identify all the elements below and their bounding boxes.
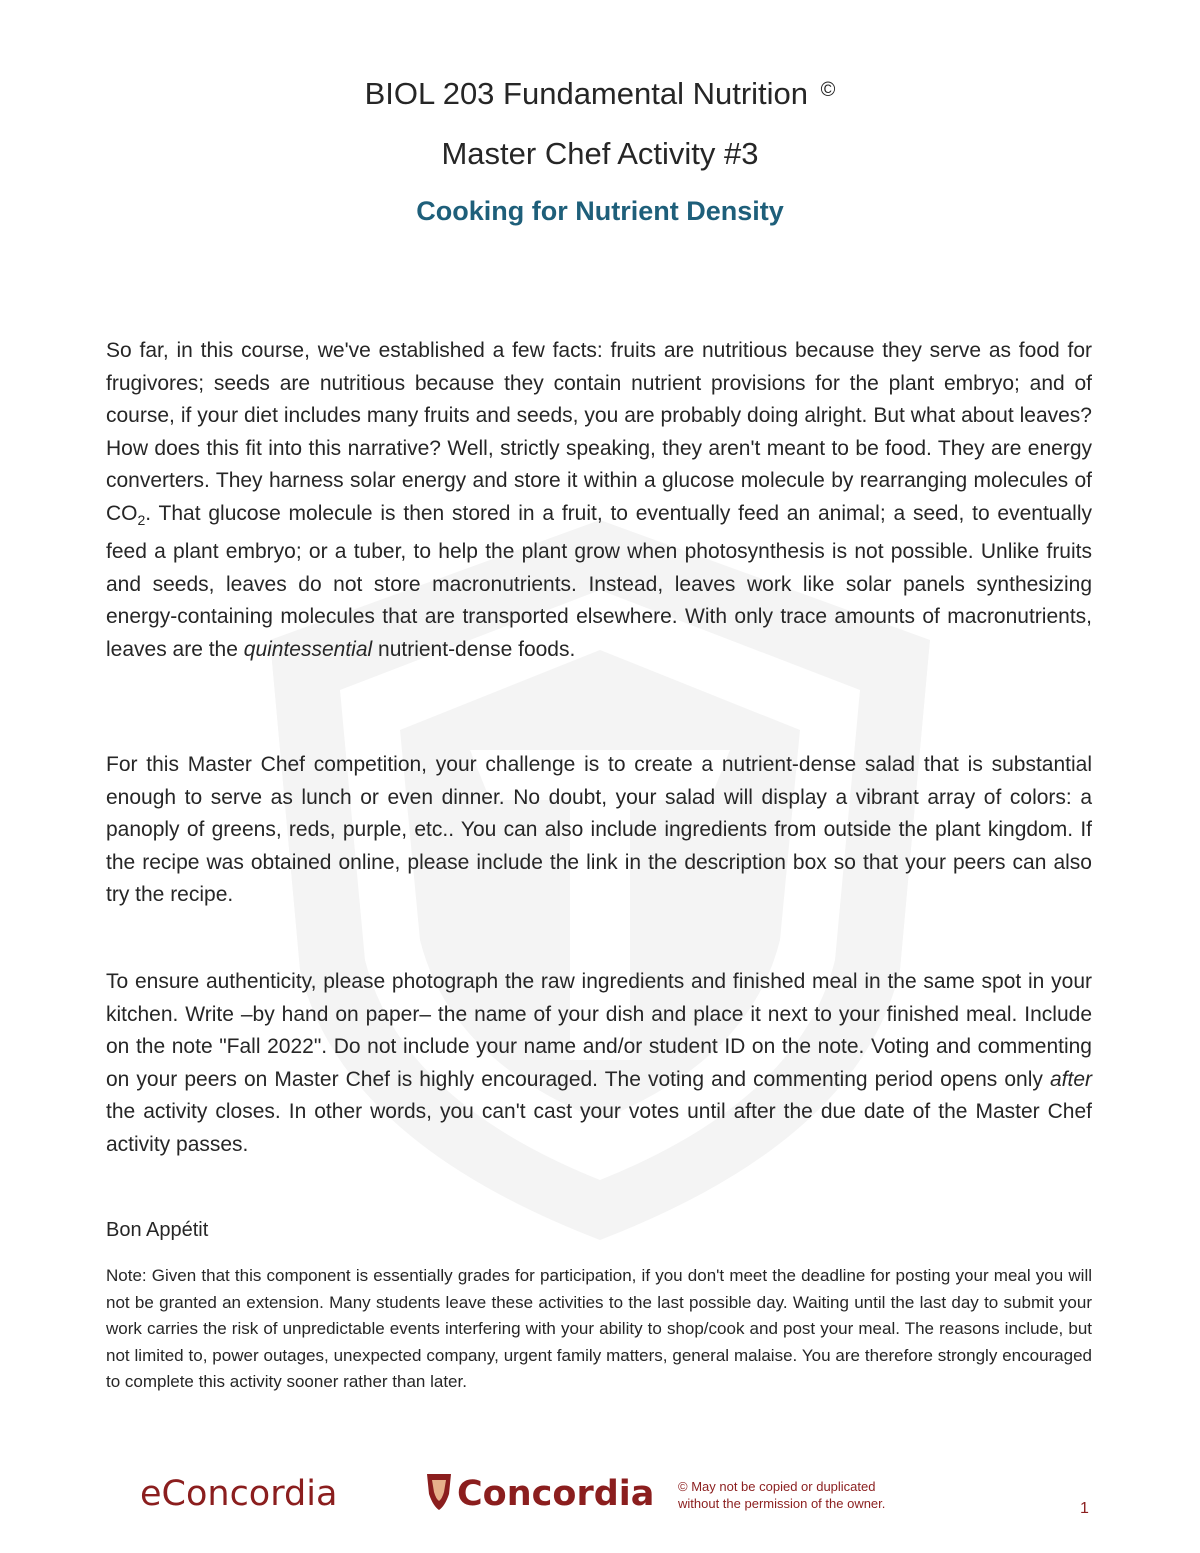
paragraph-intro — [106, 335, 1092, 666]
econcordia-logo-text: eConcordia — [140, 1474, 338, 1514]
page-number: 1 — [1080, 1500, 1089, 1517]
concordia-logo-text: Concordia — [457, 1474, 655, 1514]
copyright-notice — [678, 1478, 885, 1512]
copyright-line-1: © May not be copied or duplicated — [678, 1479, 876, 1494]
p3-italic: after — [1049, 1067, 1092, 1091]
p1-text-3: nutrient-dense foods. — [372, 637, 576, 661]
concordia-shield-icon — [425, 1472, 453, 1512]
course-title-text: BIOL 203 Fundamental Nutrition — [364, 76, 809, 111]
activity-title: Master Chef Activity #3 — [441, 136, 759, 171]
p1-italic: quintessential — [243, 637, 373, 661]
activity-subtitle: Cooking for Nutrient Density — [416, 196, 784, 226]
closing-text: Bon Appétit — [106, 1219, 209, 1241]
paragraph-challenge: For this Master Chef competition, your challenge is to create a nutrient-dense salad that is substantial enough to serve as lunch or even dinner. No doubt, your salad will display a vibrant array of colors: a panoply of greens, reds, purple, etc.. You can also include ingredients from outside the plant kingdom. If the recipe was obtained online, please include the link in the description box so that your peers can also try the recipe. — [106, 753, 1092, 906]
p1-text-1: So far, in this course, we've established a few facts: fruits are nutritious because they serve as food for frugivores; seeds are nutritious because they contain nutrient provisions for the plant embryo; and of course, if your diet includes many fruits and seeds, you are probably doing alright. But what about leaves? How does this fit into this narrative? Well, strictly speaking, they aren't meant to be food. They are energy converters. They harness solar energy and store it within a glucose molecule by rearranging molecules of CO — [106, 339, 1092, 525]
co2-subscript: 2 — [137, 511, 146, 528]
copyright-symbol: © — [820, 79, 836, 101]
course-title — [0, 76, 1200, 112]
p1-text-2: . That glucose molecule is then stored in a fruit, to eventually feed an animal; a seed, to eventually feed a plant embryo; or a tuber, to help the plant grow when photosynthesis is not possible. Unlike fruits and seeds, leaves do not store macronutrients. Instead, leaves work like solar panels synthesizing energy-containing molecules that are transported elsewhere. With only trace amounts of macronutrients, leaves are the — [106, 501, 1092, 661]
concordia-logo — [425, 1468, 665, 1518]
p3-text-1: To ensure authenticity, please photograph the raw ingredients and finished meal in the same spot in your kitchen. Write –by hand on paper– the name of your dish and place it next to your finished meal. Include on the note "Fall 2022". Do not include your name and/or student ID on the note. Voting and commenting on your peers on Master Chef is highly encouraged. The voting and commenting period opens only — [106, 970, 1092, 1091]
note-paragraph: Note: Given that this component is essentially grades for participation, if you don't meet the deadline for posting your meal you will not be granted an extension. Many students leave these activities to the last possible day. Waiting until the last day to submit your work carries the risk of unpredictable events interfering with your ability to shop/cook and post your meal. The reasons include, but not limited to, power outages, unexpected company, urgent family matters, general malaise. You are therefore strongly encouraged to complete this activity sooner rather than later. — [106, 1266, 1092, 1391]
copyright-line-2: without the permission of the owner. — [678, 1496, 886, 1511]
paragraph-authenticity — [106, 966, 1092, 1161]
p3-text-2: the activity closes. In other words, you can't cast your votes until after the due date of the Master Chef activity passes. — [106, 1100, 1092, 1156]
econcordia-logo — [140, 1468, 380, 1518]
